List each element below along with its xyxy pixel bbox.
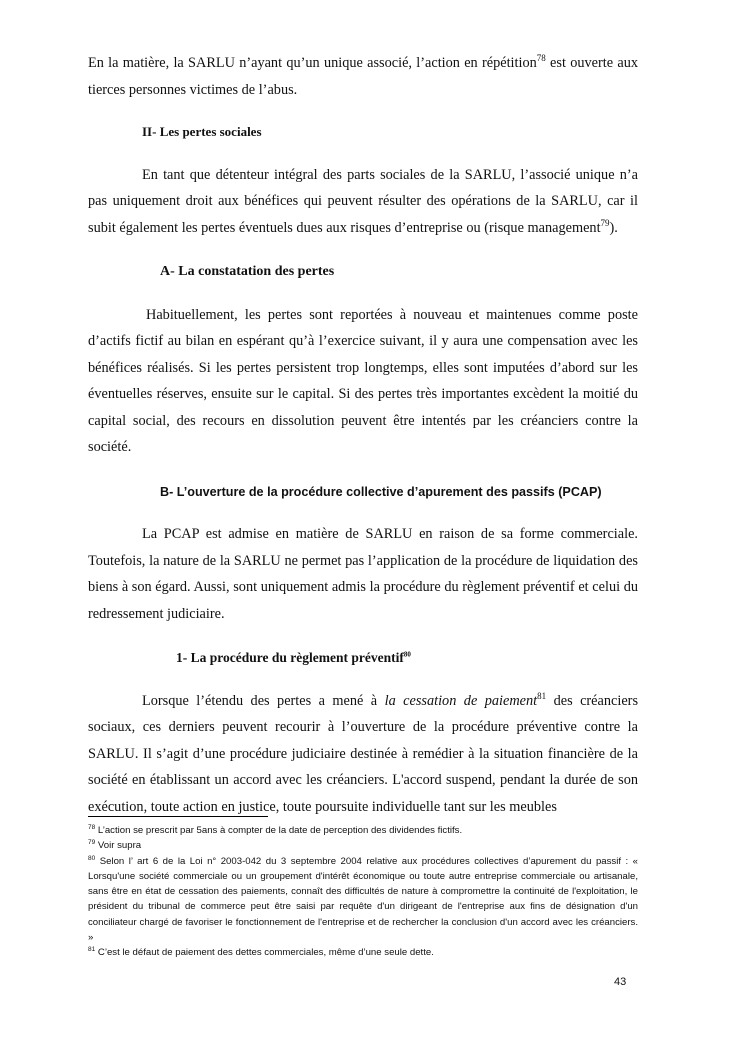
footnote-ref-79[interactable]: 79	[600, 217, 610, 228]
heading-reglement-preventif	[88, 645, 638, 672]
paragraph-2-text: En tant que détenteur intégral des parts sociales de la SARLU, l’associé unique n’a pas uniquement droit aux bénéfices qui peuvent résulter des opérations de la SARLU, car il subit également les pertes éventuels dues aux risques d’entreprise ou (risque management	[88, 166, 638, 236]
footnote-79	[88, 838, 638, 853]
footnote-separator	[88, 816, 268, 817]
footnotes	[88, 823, 638, 961]
heading-pertes-sociales: II- Les pertes sociales	[142, 124, 262, 139]
paragraph-5-italic: la cessation de paiement	[384, 692, 538, 709]
heading-ouverture-pcap: B- L’ouverture de la procédure collective d’apurement des passifs (PCAP)	[160, 484, 602, 499]
paragraph-1-text-end: est ouverte aux tierces personnes victimes de l’abus.	[88, 55, 638, 98]
paragraph-5	[88, 688, 638, 821]
footnote-number: 78	[88, 823, 96, 831]
footnote-number: 81	[88, 946, 96, 954]
footnote-ref-80[interactable]: 80	[403, 650, 411, 659]
footnote-ref-78[interactable]: 78	[536, 53, 546, 64]
footnote-text: Selon l’ art 6 de la Loi n° 2003-042 du 3 septembre 2004 relative aux procédures collectives d’apurement du passif : « Lorsqu'une société commerciale ou un groupement d'intérêt économique ou toute autre entreprise commerciale ou artisanale, sans être en état de cessation des paiements, connaît des difficultés de nature à compromettre la continuité de l'exploitation, le président du tribunal de commerce peut être saisi par requête d'un dirigeant de l'entreprise aux fins de désignation d'un conciliateur chargé de favoriser le fonctionnement de l'entreprise et de rechercher la conclusion d'un accord avec les créanciers. »	[88, 855, 639, 944]
footnote-80	[88, 854, 638, 946]
footnote-81	[88, 945, 638, 960]
paragraph-2-text-end: ).	[609, 219, 618, 236]
footnote-ref-81[interactable]: 81	[537, 690, 547, 701]
paragraph-5-text-end: des créanciers sociaux, ces derniers peuvent recourir à l’ouverture de la procédure préventive contre la SARLU. Il s’agit d’une procédure judiciaire destinée à remédier à la situation financière de la société en établissant un accord avec les créanciers. L'accord suspend, pendant la durée de son exécution, toute action en justice, toute poursuite individuelle tant sur les meubles	[88, 692, 639, 815]
footnote-78	[88, 823, 638, 838]
footnote-text: Voir supra	[97, 840, 142, 852]
page-number: 43	[614, 976, 627, 988]
heading-reglement-preventif-text: 1- La procédure du règlement préventif	[176, 650, 404, 665]
footnote-text: C’est le défaut de paiement des dettes commerciales, même d’une seule dette.	[97, 947, 434, 959]
footnote-text: L’action se prescrit par 5ans à compter de la date de perception des dividendes fictifs.	[97, 825, 463, 836]
paragraph-1	[88, 50, 638, 103]
paragraph-2	[88, 162, 638, 242]
paragraph-1-text: En la matière, la SARLU n’ayant qu’un unique associé, l’action en répétition	[88, 55, 537, 71]
footnote-number: 79	[88, 839, 96, 847]
paragraph-3: Habituellement, les pertes sont reportées à nouveau et maintenues comme poste d’actifs fictif au bilan en espérant qu’à l’exercice suivant, il y aura une compensation avec les bénéfices réalisés. Si les pertes persistent trop longtemps, elles sont imputées d’abord sur les éventuelles réserves, ensuite sur le capital. Si des pertes très importantes excèdent la moitié du capital social, des recours en dissolution peuvent être intentés par les créanciers contre la société.	[88, 306, 638, 455]
footnote-number: 80	[88, 854, 96, 862]
document-body	[88, 50, 638, 820]
paragraph-5-text: Lorsque l’étendu des pertes a mené à	[142, 692, 385, 709]
paragraph-4: La PCAP est admise en matière de SARLU en raison de sa forme commerciale. Toutefois, la nature de la SARLU ne permet pas l’application de la procédure de liquidation des biens à son égard. Aussi, sont uniquement admis la procédure du règlement préventif et celui du redressement judiciaire.	[88, 526, 638, 622]
heading-constatation-pertes: A- La constatation des pertes	[160, 264, 335, 279]
